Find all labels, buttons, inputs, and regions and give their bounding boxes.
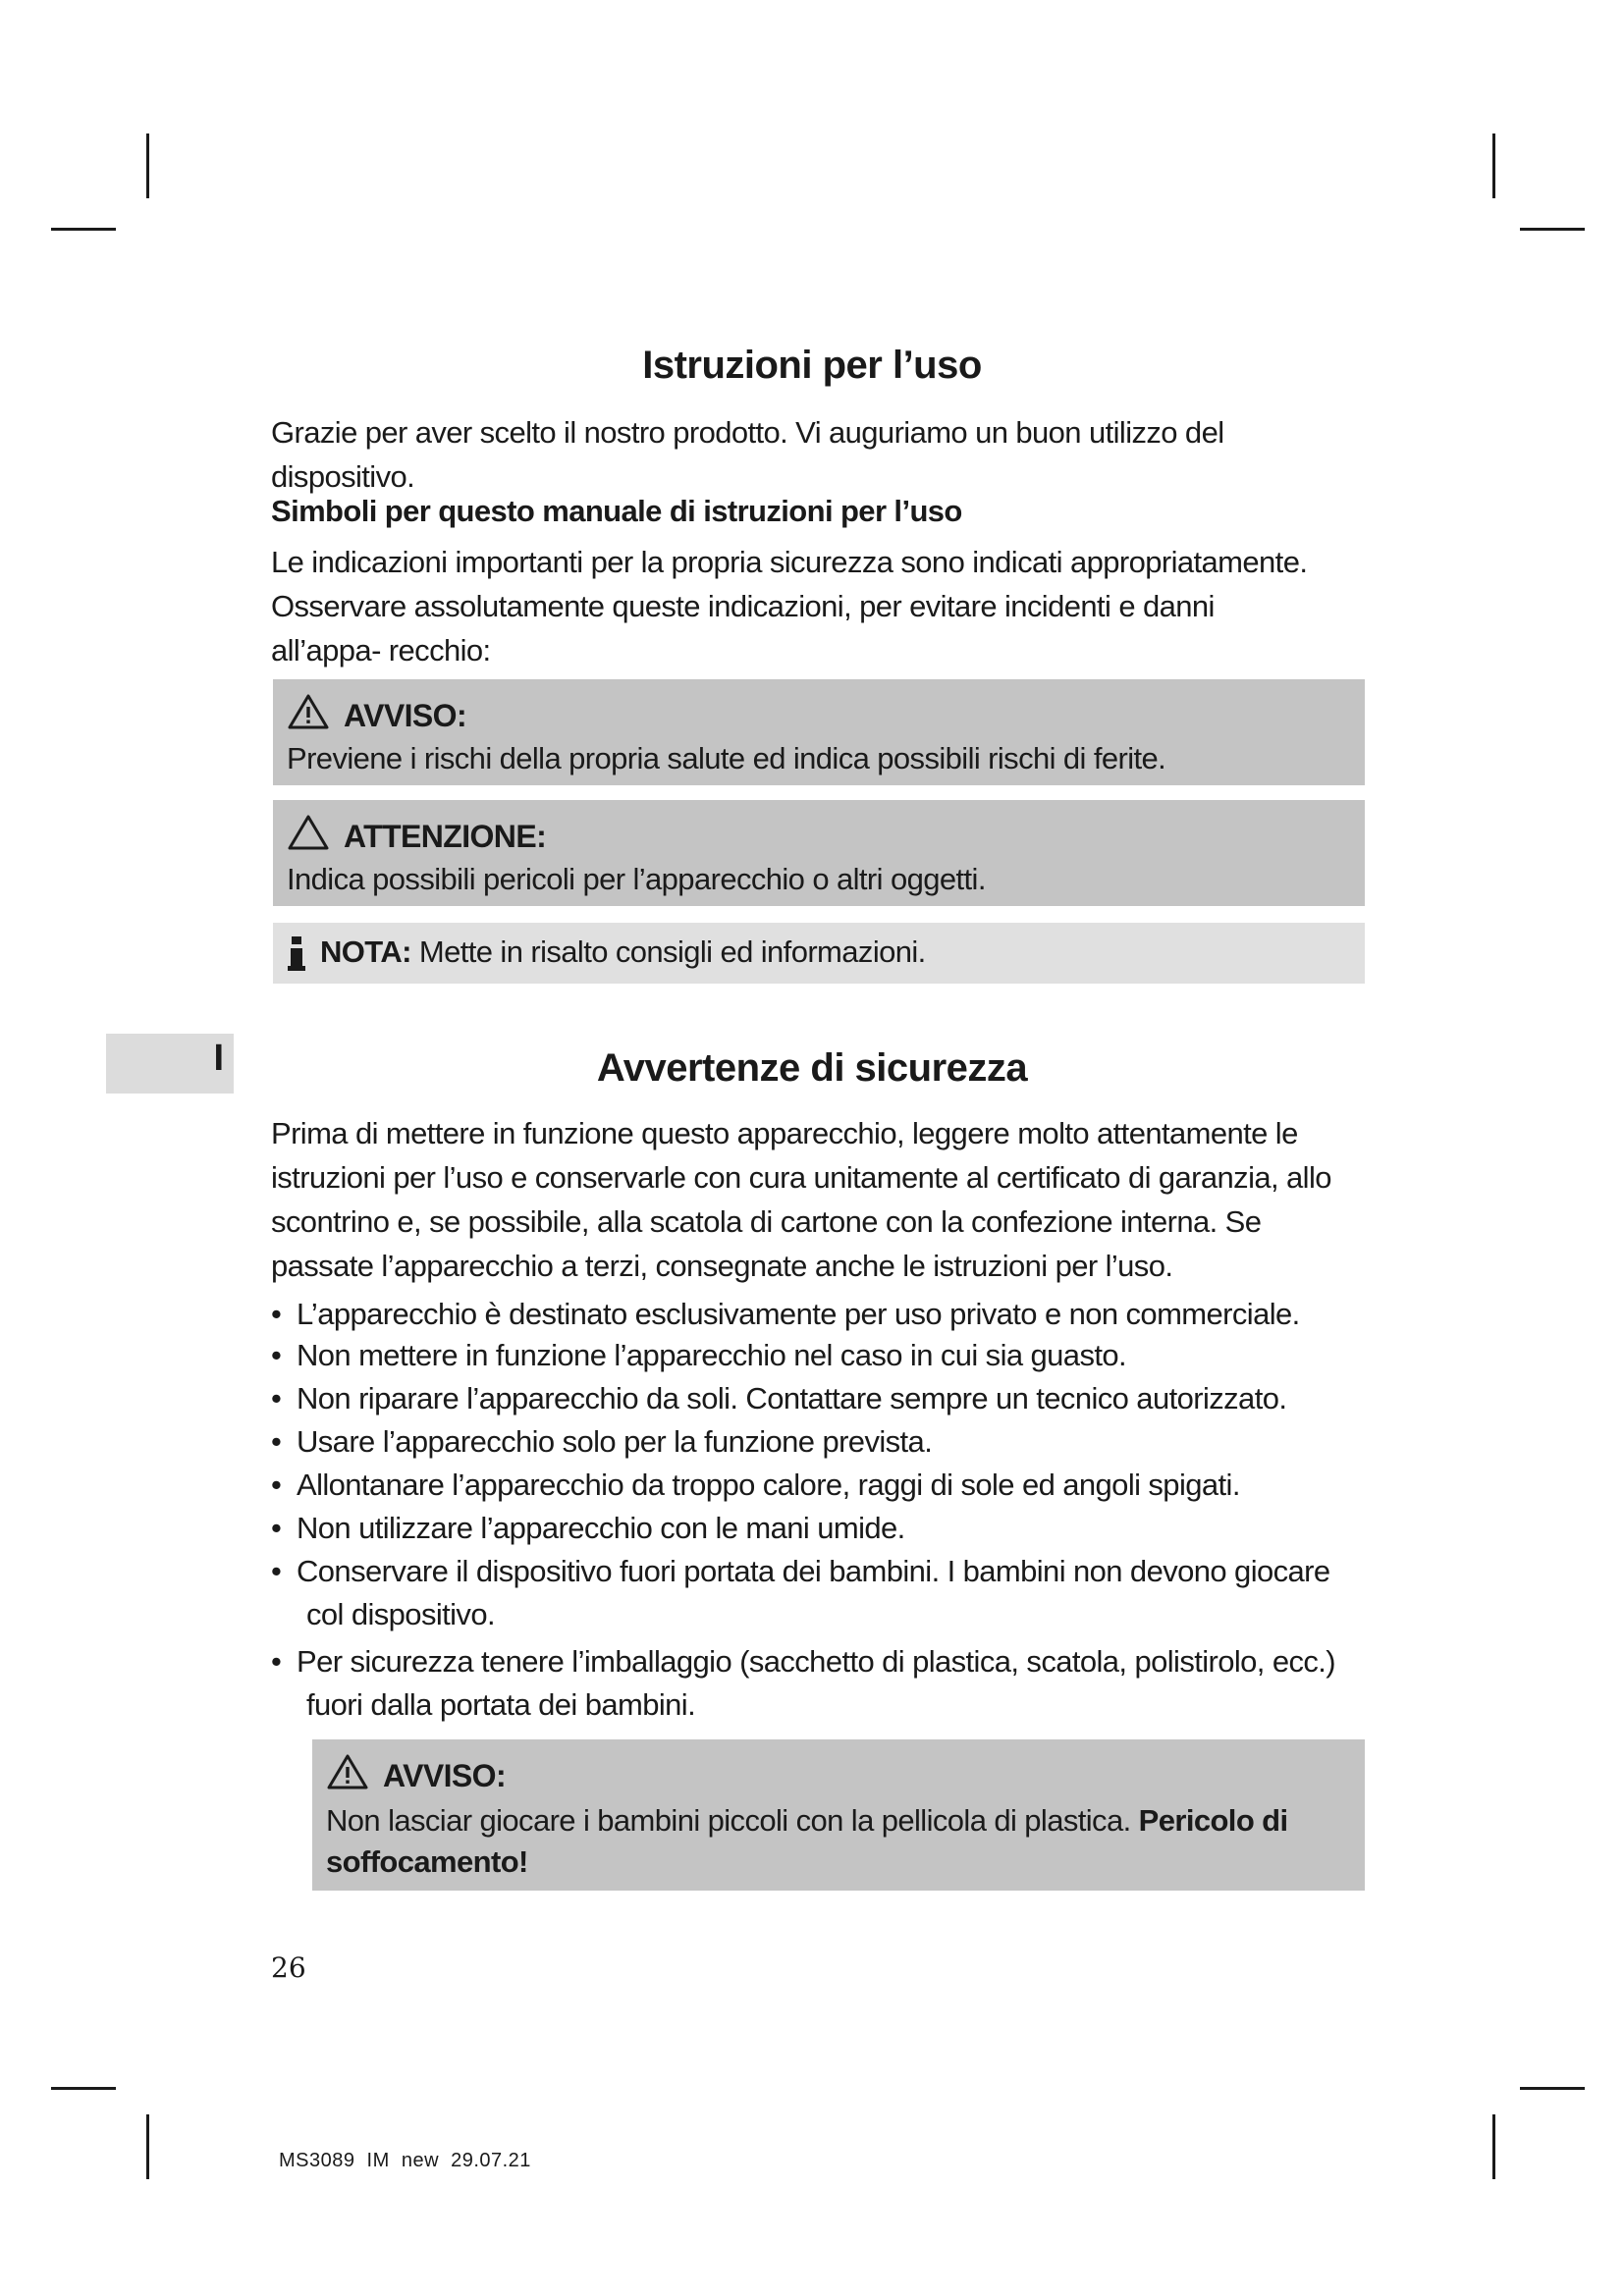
list-item-continuation: col dispositivo. [306,1597,495,1631]
note-box [273,923,1365,984]
note-label: NOTA: [320,934,411,969]
section-title-safety: Avvertenze di sicurezza [596,1046,1028,1090]
caution-text: Indica possibili pericoli per l’apparecchio o altri oggetti. [287,862,986,896]
list-item: • Usare l’apparecchio solo per la funzione prevista. [271,1420,1371,1464]
safety-warning-text: Non lasciar giocare i bambini piccoli con la pellicola di plastica. [326,1803,1131,1838]
warning-triangle-icon [326,1753,369,1798]
caution-box [273,800,1365,906]
symbols-text: Le indicazioni importanti per la propria sicurezza sono indicati appropriatamente. Osservare assolutamente queste indicazioni, per evitare incidenti e danni all’appa- recchio: [271,545,1308,667]
warning-label: AVVISO: [344,697,467,733]
warning-text: Previene i rischi della propria salute ed indica possibili rischi di ferite. [287,741,1166,775]
list-item [271,1550,1371,1636]
intro-text: Grazie per aver scelto il nostro prodotto. Vi auguriamo un buon utilizzo del dispositivo. [271,415,1224,494]
page-number: 26 [271,1951,306,1984]
crop-mark [146,2114,149,2179]
list-item: • L’apparecchio è destinato esclusivamente per uso privato e non commerciale. [271,1293,1371,1336]
crop-mark [51,2087,116,2090]
language-tab-letter: I [213,1038,224,1079]
warning-box [273,679,1365,785]
crop-mark [51,228,116,231]
safety-warning-box [312,1739,1365,1891]
crop-mark [1492,133,1495,198]
safety-intro: Prima di mettere in funzione questo apparecchio, leggere molto attentamente le istruzioni per l’uso e conservarle con cura unitamente al certificato di garanzia, allo scontrino e, se possibile, alla scatola di cartone con la confezione interna. Se passate l’apparecchio a terzi, consegnate anche le istruzioni per l’uso. [271,1116,1331,1283]
list-item: • Allontanare l’apparecchio da troppo calore, raggi di sole ed angoli spigati. [271,1464,1371,1507]
list-item: • Non utilizzare l’apparecchio con le mani umide. [271,1507,1371,1550]
list-item: • Non riparare l’apparecchio da soli. Contattare sempre un tecnico autorizzato. [271,1377,1371,1420]
crop-mark [1520,2087,1585,2090]
caution-triangle-icon [287,814,330,859]
symbols-heading: Simboli per questo manuale di istruzioni per l’uso [271,494,962,528]
crop-mark [146,133,149,198]
section-title-instructions: Istruzioni per l’uso [642,344,982,387]
list-item: • Non mettere in funzione l’apparecchio nel caso in cui sia guasto. [271,1334,1371,1377]
list-item-line: Per sicurezza tenere l’imballaggio (sacchetto di plastica, scatola, polistirolo, ecc.) [297,1644,1336,1679]
caution-label: ATTENZIONE: [344,818,547,854]
list-item [271,1640,1371,1727]
safety-warning-label: AVVISO: [383,1757,507,1793]
safety-warning-emphasis: Pericolo di soffocamento! [326,1803,1288,1879]
list-item-line: Conservare il dispositivo fuori portata dei bambini. I bambini non devono giocare [297,1554,1330,1588]
list-item-continuation: fuori dalla portata dei bambini. [306,1687,696,1722]
crop-mark [1520,228,1585,231]
safety-list [271,1293,1371,1727]
crop-mark [1492,2114,1495,2179]
warning-triangle-icon [287,693,330,738]
info-icon [287,936,306,977]
footer-code: MS3089 IM new 29.07.21 [279,2150,531,2171]
note-text: Mette in risalto consigli ed informazioni. [418,934,926,969]
